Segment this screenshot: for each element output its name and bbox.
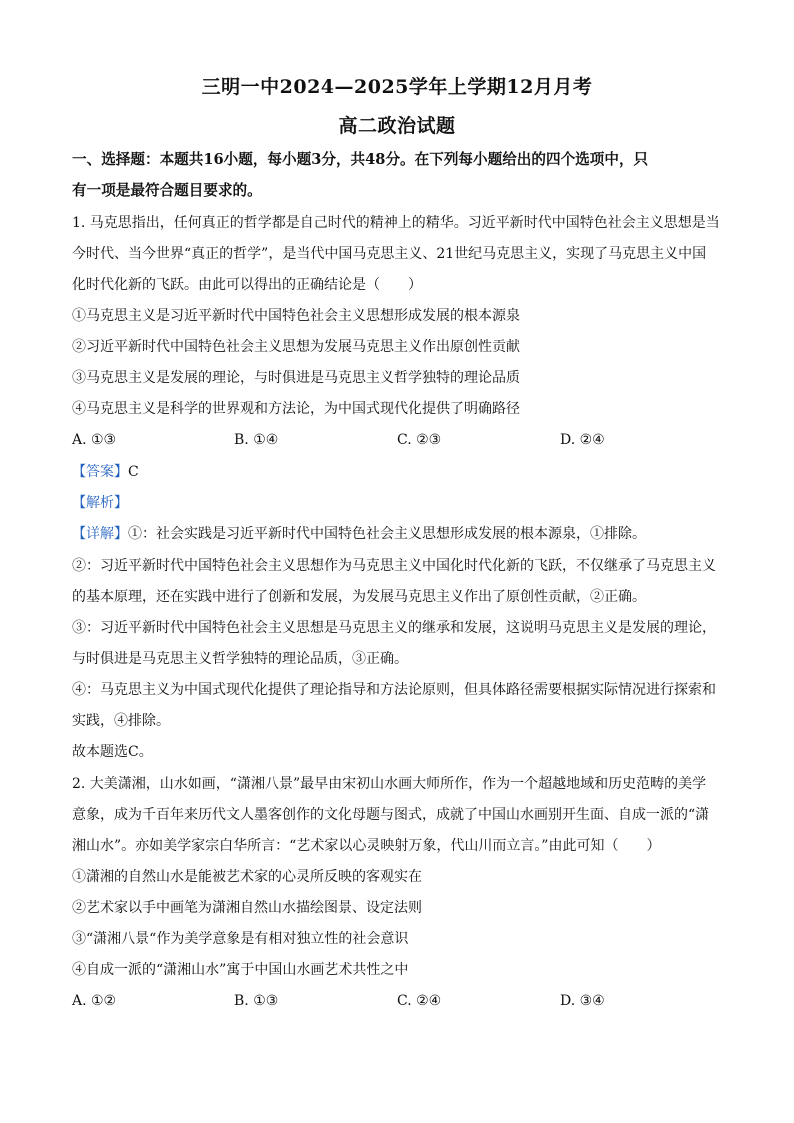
q2-option-c[interactable]: C. ②④ [397,993,442,1009]
q1-stem-line-3: 化时代化新的飞跃。由此可以得出的正确结论是（ ） [72,277,422,293]
q1-statement-2: ②习近平新时代中国特色社会主义思想为发展马克思主义作出原创性贡献 [72,339,520,355]
q2-options [72,991,727,1011]
q1-conclusion: 故本题选C。 [72,744,153,760]
detail-text-1: ①：社会实践是习近平新时代中国特色社会主义思想形成发展的根本源泉，①排除。 [128,526,646,542]
section-heading-line-2: 有一项是最符合题目要求的。 [72,182,262,199]
q1-stem-line-1: 1. 马克思指出，任何真正的哲学都是自己时代的精神上的精华。习近平新时代中国特色社会主义思想是当 [72,215,720,231]
q1-detail-line-2: ②：习近平新时代中国特色社会主义思想作为马克思主义中国化时代化新的飞跃，不仅继承了马克思主义 [72,558,716,574]
q2-option-d[interactable]: D. ③④ [560,993,605,1009]
q1-option-a[interactable]: A. ①③ [72,432,117,448]
detail-tag: 【详解】 [72,526,128,542]
q1-option-c[interactable]: C. ②③ [397,432,442,448]
q1-option-b[interactable]: B. ①④ [234,432,279,448]
q1-answer-line [72,462,727,482]
q2-option-a[interactable]: A. ①② [72,993,117,1009]
q2-option-b[interactable]: B. ①③ [234,993,279,1009]
q2-stem-line-3: 湘山水”。亦如美学家宗白华所言：“艺术家以心灵映射万象，代山川而立言。”由此可知（ ） [72,838,661,854]
q2-stem-line-2: 意象，成为千百年来历代文人墨客创作的文化母题与图式，成就了中国山水画别开生面、自成一派的“潇 [72,807,710,823]
q2-statement-4: ④自成一派的“潇湘山水”寓于中国山水画艺术共性之中 [72,962,409,978]
exam-title: 三明一中2024—2025学年上学期12月月考 [201,76,593,98]
q1-statement-4: ④马克思主义是科学的世界观和方法论，为中国式现代化提供了明确路径 [72,401,520,417]
analysis-tag: 【解析】 [72,495,128,511]
q1-detail-line-6: ④：马克思主义为中国式现代化提供了理论指导和方法论原则，但具体路径需要根据实际情况进行探索和 [72,682,716,698]
q1-statement-1: ①马克思主义是习近平新时代中国特色社会主义思想形成发展的根本源泉 [72,308,520,324]
q2-stem-line-1: 2. 大美潇湘，山水如画，“潇湘八景”最早由宋初山水画大师所作，作为一个超越地域和历史范畴的美学 [72,776,707,792]
q1-analysis-line [72,493,727,513]
q2-statement-1: ①潇湘的自然山水是能被艺术家的心灵所反映的客观实在 [72,869,422,885]
q1-statement-3: ③马克思主义是发展的理论，与时俱进是马克思主义哲学独特的理论品质 [72,370,520,386]
exam-subtitle: 高二政治试题 [338,115,456,137]
q1-detail-line-4: ③：习近平新时代中国特色社会主义思想是马克思主义的继承和发展，这说明马克思主义是发展的理论， [72,620,716,636]
section-heading-line-1: 一、选择题：本题共16小题，每小题3分，共48分。在下列每小题给出的四个选项中，只 [72,151,649,168]
q1-option-d[interactable]: D. ②④ [560,432,605,448]
q1-detail-line-1 [72,524,727,544]
q1-stem-line-2: 今时代、当今世界“真正的哲学”，是当代中国马克思主义、21世纪马克思主义，实现了马克思主义中国 [72,246,707,262]
answer-tag: 【答案】 [72,464,128,480]
q1-detail-line-7: 实践，④排除。 [72,713,170,729]
q1-detail-line-3: 的基本原理，还在实践中进行了创新和发展，为发展马克思主义作出了原创性贡献，②正确。 [72,589,646,605]
q1-options [72,430,727,450]
q1-detail-line-5: 与时俱进是马克思主义哲学独特的理论品质，③正确。 [72,651,408,667]
q2-statement-3: ③“潇湘八景“作为美学意象是有相对独立性的社会意识 [72,931,409,947]
answer-value: C [128,464,139,480]
q2-statement-2: ②艺术家以手中画笔为潇湘自然山水描绘图景、设定法则 [72,900,422,916]
